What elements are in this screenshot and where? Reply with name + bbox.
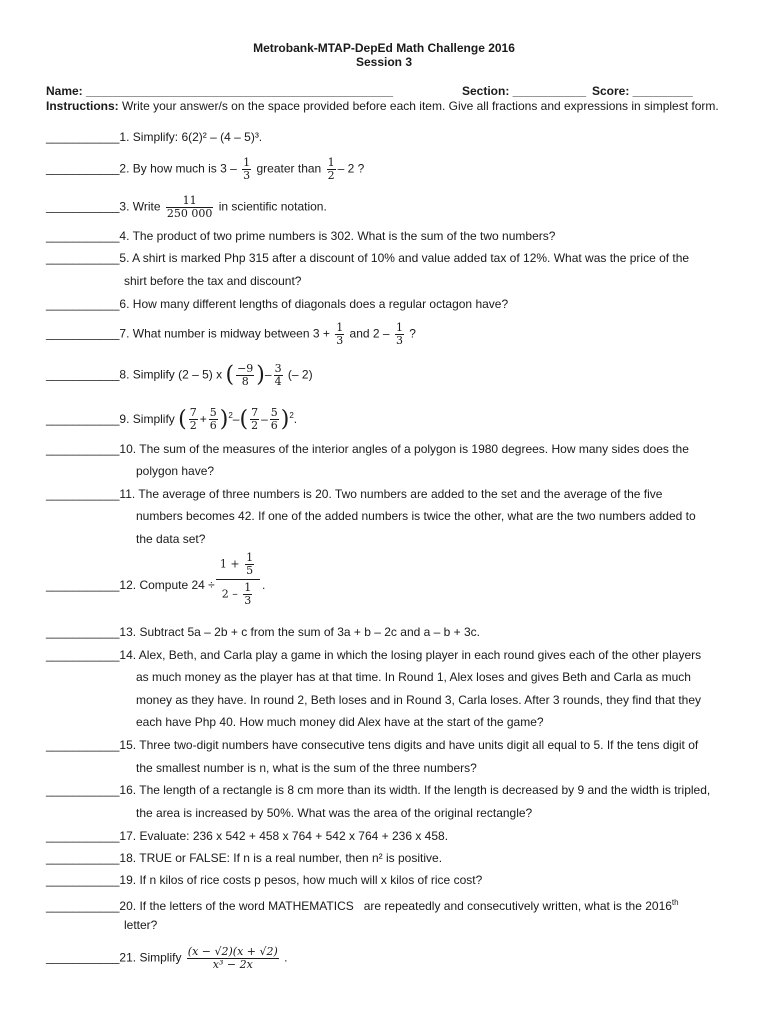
question-text: (– 2) [284, 367, 313, 382]
fraction: $\frac{1}{3}$ [395, 321, 403, 347]
question-10-continued: polygon have? [136, 464, 215, 478]
period: . [293, 412, 298, 426]
answer-blank[interactable]: ___________ [46, 829, 120, 843]
question-number: 9. [119, 412, 130, 426]
instructions-text: Write your answer/s on the space provided before each item. Give all fractions and expressions in simplest form. [118, 99, 719, 113]
left-paren: ( [239, 406, 249, 432]
right-paren: ) [256, 362, 265, 388]
question-19 [46, 869, 720, 891]
question-text: TRUE or FALSE: If n is a real number, then n² is positive. [139, 851, 443, 865]
question-number: 21. [119, 950, 137, 965]
question-15 [46, 734, 720, 756]
question-number: 10. [119, 442, 137, 456]
question-number: 5. [119, 251, 130, 265]
question-text: The length of a rectangle is 8 cm more than its width. If the length is decreased by 9 and the width is tripled, [139, 783, 711, 797]
question-number: 6. [119, 297, 130, 311]
fraction: $\frac{-9}{8}$ [237, 362, 254, 388]
answer-blank[interactable]: ___________ [46, 367, 120, 382]
answer-blank[interactable]: ___________ [46, 851, 120, 865]
fraction: $\frac{(x - √2)(x + √2)}{\text{x³ − 2x}}$ [187, 945, 278, 971]
complex-fraction: 1 + $\frac{1}{5}$ 2 – $\frac{1}{3}$ [216, 552, 260, 607]
right-paren: ) [280, 406, 290, 432]
question-11-continued: the data set? [136, 532, 206, 546]
question-number: 4. [119, 229, 130, 243]
question-text: . [280, 950, 288, 965]
question-text: Simplify [139, 950, 185, 965]
question-text: The product of two prime numbers is 302. What is the sum of the two numbers? [132, 229, 556, 243]
question-number: 2. [119, 161, 130, 176]
question-text: If n kilos of rice costs p pesos, how much will x kilos of rice cost? [139, 873, 483, 887]
question-number: 14. [119, 648, 137, 662]
question-7 [46, 322, 720, 347]
question-21 [46, 946, 720, 971]
question-number: 12. [119, 578, 137, 592]
fraction: $\frac{11}{250 000}$ [166, 194, 213, 220]
fraction: $\frac{7}{2}$ [189, 406, 197, 433]
name-field[interactable]: Name: ______________________________________________ [46, 84, 394, 98]
question-text: A shirt is marked Php 315 after a discount of 10% and value added tax of 12%. What was the price of the [132, 251, 690, 265]
answer-blank[interactable]: ___________ [46, 161, 120, 176]
question-6 [46, 293, 720, 315]
left-paren: ( [178, 406, 187, 432]
fraction: $\frac{3}{4}$ [274, 362, 282, 388]
question-20-continued: letter? [124, 918, 158, 932]
question-16-continued: the area is increased by 50%. What was the area of the original rectangle? [136, 806, 533, 820]
answer-blank[interactable]: ___________ [46, 625, 120, 639]
question-18 [46, 847, 720, 869]
answer-blank[interactable]: ___________ [46, 873, 120, 887]
question-11 [46, 483, 720, 505]
question-3 [46, 195, 720, 220]
question-8 [46, 363, 720, 388]
instructions-label: Instructions: [46, 99, 119, 113]
question-text: Simplify: 6(2)² – (4 – 5)³. [132, 130, 263, 144]
question-14-continued: as much money as the player has at that time. In Round 1, Alex loses and gives Beth and Carla as much [136, 670, 691, 684]
period: . [262, 578, 266, 592]
question-text: How many different lengths of diagonals does a regular octagon have? [132, 297, 509, 311]
question-12 [46, 574, 720, 596]
answer-blank[interactable]: ___________ [46, 783, 120, 797]
answer-blank[interactable]: ___________ [46, 229, 120, 243]
question-1 [46, 126, 720, 148]
question-text: The average of three numbers is 20. Two numbers are added to the set and the average of the five [138, 487, 663, 501]
fraction: $\frac{1}{2}$ [327, 156, 335, 182]
section-field[interactable]: Section: ___________ [462, 84, 587, 98]
answer-blank[interactable]: ___________ [46, 648, 120, 662]
answer-blank[interactable]: ___________ [46, 487, 120, 501]
answer-blank[interactable]: ___________ [46, 326, 120, 341]
question-number: 16. [119, 783, 137, 797]
question-9: ___________9. Simplify ( $\frac{7}{2}$ + $\frac{5}{6}$ )$^2$–( $\frac{7}{2}$ – $\frac{5}{6}$ )$^2$. [46, 406, 298, 433]
question-10 [46, 438, 720, 460]
question-text: Three two-digit numbers have consecutive tens digits and have units digit all equal to 5. If the tens digit of [139, 738, 699, 752]
answer-blank[interactable]: ___________ [46, 899, 120, 913]
question-15-continued: the smallest number is n, what is the sum of the three numbers? [136, 761, 477, 775]
question-text: Write [132, 199, 164, 214]
question-text: Simplify [132, 412, 179, 426]
fraction: $\frac{1}{3}$ [243, 156, 251, 182]
instructions [46, 99, 720, 114]
question-number: 1. [119, 130, 130, 144]
question-number: 13. [119, 625, 137, 639]
question-17 [46, 825, 720, 847]
question-text: in scientific notation. [215, 199, 327, 214]
question-text: Alex, Beth, and Carla play a game in which the losing player in each round gives each of the other players [138, 648, 702, 662]
question-text: and 2 – [346, 326, 393, 341]
question-text: – [264, 367, 272, 382]
question-5 [46, 247, 720, 269]
worksheet-title: Metrobank-MTAP-DepEd Math Challenge 2016 [253, 41, 515, 55]
answer-blank[interactable]: ___________ [46, 738, 120, 752]
answer-blank[interactable]: ___________ [46, 130, 120, 144]
fraction: $\frac{5}{6}$ [209, 406, 217, 433]
question-number: 19. [119, 873, 137, 887]
question-text: If the letters of the word MATHEMATICS are repeatedly and consecutively written, what is the 2016 [139, 899, 672, 913]
question-16 [46, 779, 720, 801]
fraction: $\frac{7}{2}$ [251, 406, 259, 433]
question-14-continued: money as they have. In round 2, Beth loses and in Round 3, Carla loses. After 3 rounds, they find that they [136, 693, 702, 707]
question-4 [46, 225, 720, 247]
answer-blank[interactable]: ___________ [46, 578, 120, 592]
fraction: $\frac{1}{3}$ [336, 321, 344, 347]
question-text: – 2 ? [337, 161, 365, 176]
answer-blank[interactable]: ___________ [46, 442, 120, 456]
question-11-continued: numbers becomes 42. If one of the added numbers is twice the other, what are the two numbers added to [136, 509, 696, 523]
question-number: 8. [119, 367, 130, 382]
question-13 [46, 621, 720, 643]
question-number: 20. [119, 899, 137, 913]
question-number: 11. [119, 487, 136, 501]
left-paren: ( [225, 362, 235, 388]
answer-blank[interactable]: ___________ [46, 297, 120, 311]
answer-blank[interactable]: ___________ [46, 199, 120, 214]
fraction: $\frac{5}{6}$ [270, 406, 278, 433]
question-number: 18. [119, 851, 137, 865]
right-paren: ) [219, 406, 229, 432]
question-text: What number is midway between 3 + [132, 326, 334, 341]
question-2 [46, 157, 720, 182]
question-number: 7. [119, 326, 130, 341]
answer-blank[interactable]: ___________ [46, 950, 120, 965]
question-text: Subtract 5a – 2b + c from the sum of 3a + b – 2c and a – b + 3c. [139, 625, 480, 639]
question-number: 3. [119, 199, 130, 214]
question-14-continued: each have Php 40. How much money did Alex have at the start of the game? [136, 715, 544, 729]
question-5-continued: shirt before the tax and discount? [124, 274, 302, 288]
question-text: greater than [253, 161, 325, 176]
answer-blank[interactable]: ___________ [46, 251, 120, 265]
question-number: 15. [119, 738, 137, 752]
score-field[interactable]: Score: _________ [592, 84, 693, 98]
question-text: The sum of the measures of the interior angles of a polygon is 1980 degrees. How many sides does the [139, 442, 689, 456]
question-number: 17. [119, 829, 137, 843]
question-text: Evaluate: 236 x 542 + 458 x 764 + 542 x 764 + 236 x 458. [139, 829, 449, 843]
question-text: Compute 24 ÷ [139, 578, 215, 592]
ordinal-suffix: th [671, 898, 679, 907]
question-text: Simplify (2 – 5) x [132, 367, 226, 382]
question-14 [46, 644, 720, 666]
answer-blank[interactable]: ___________ [46, 412, 120, 426]
session-label: Session 3 [355, 55, 413, 69]
question-text: ? [405, 326, 416, 341]
question-text: By how much is 3 – [132, 161, 241, 176]
